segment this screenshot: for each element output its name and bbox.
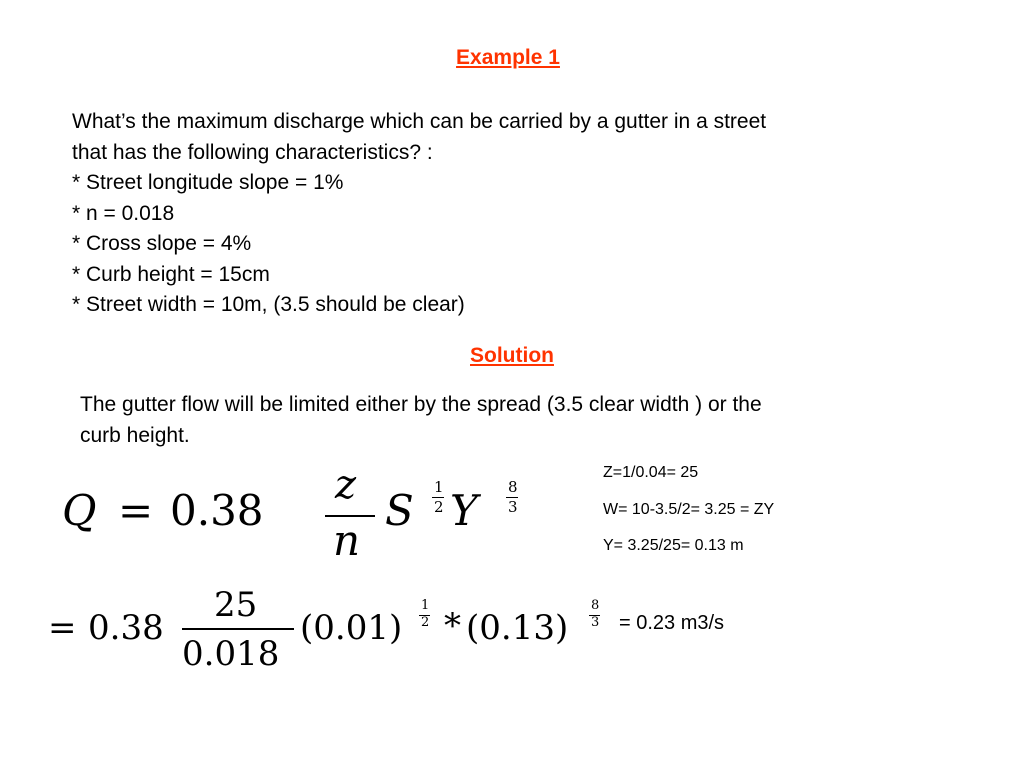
formula-numerator-z: z <box>335 462 357 508</box>
characteristic-cross-slope: * Cross slope = 4% <box>72 232 252 255</box>
question-line: What’s the maximum discharge which can be carried by a gutter in a street <box>72 110 767 133</box>
substitution-denominator: 0.018 <box>182 634 280 674</box>
substitution-times: * <box>444 606 461 646</box>
calc-y: Y= 3.25/25= 0.13 m <box>603 537 744 554</box>
substitution-exp2-num: 8 <box>591 598 600 613</box>
substitution-fraction-bar <box>182 628 294 630</box>
example-title: Example 1 <box>456 46 560 69</box>
substitution-equals: = <box>48 608 77 648</box>
formula-y-exp-num: 8 <box>508 478 518 496</box>
formula-y-exp-den: 3 <box>508 498 518 516</box>
solution-title: Solution <box>470 344 554 367</box>
calc-w: W= 10-3.5/2= 3.25 = ZY <box>603 501 775 518</box>
characteristic-n: * n = 0.018 <box>72 201 175 225</box>
formula-equals: = <box>118 486 154 535</box>
substitution-coefficient: 0.38 <box>88 608 164 648</box>
solution-line: curb height. <box>80 423 190 447</box>
formula-y: Y <box>450 486 478 535</box>
solution-line: The gutter flow will be limited either by the spread (3.5 clear width ) or the <box>80 393 762 416</box>
formula-q: Q <box>62 486 97 535</box>
substitution-term2: (0.13) <box>466 608 569 648</box>
result-value: = 0.23 m3/s <box>619 612 725 634</box>
substitution-exp1-num: 1 <box>421 598 430 613</box>
formula-denominator-n: n <box>333 516 361 565</box>
substitution-numerator: 25 <box>214 585 258 625</box>
formula-s: S <box>385 486 414 535</box>
characteristic-curb-height: * Curb height = 15cm <box>72 262 270 286</box>
substitution-exp1-den: 2 <box>421 615 430 630</box>
formula-s-exp-num: 1 <box>434 478 444 496</box>
characteristic-slope: * Street longitude slope = 1% <box>72 171 344 194</box>
formula-coefficient: 0.38 <box>170 486 264 535</box>
question-line: that has the following characteristics? : <box>72 140 433 164</box>
formula-s-exp-den: 2 <box>434 498 444 516</box>
substitution-term1: (0.01) <box>300 608 403 648</box>
calc-z: Z=1/0.04= 25 <box>603 464 699 481</box>
substitution-exp2-den: 3 <box>591 615 600 630</box>
characteristic-street-width: * Street width = 10m, (3.5 should be clear) <box>72 293 465 316</box>
